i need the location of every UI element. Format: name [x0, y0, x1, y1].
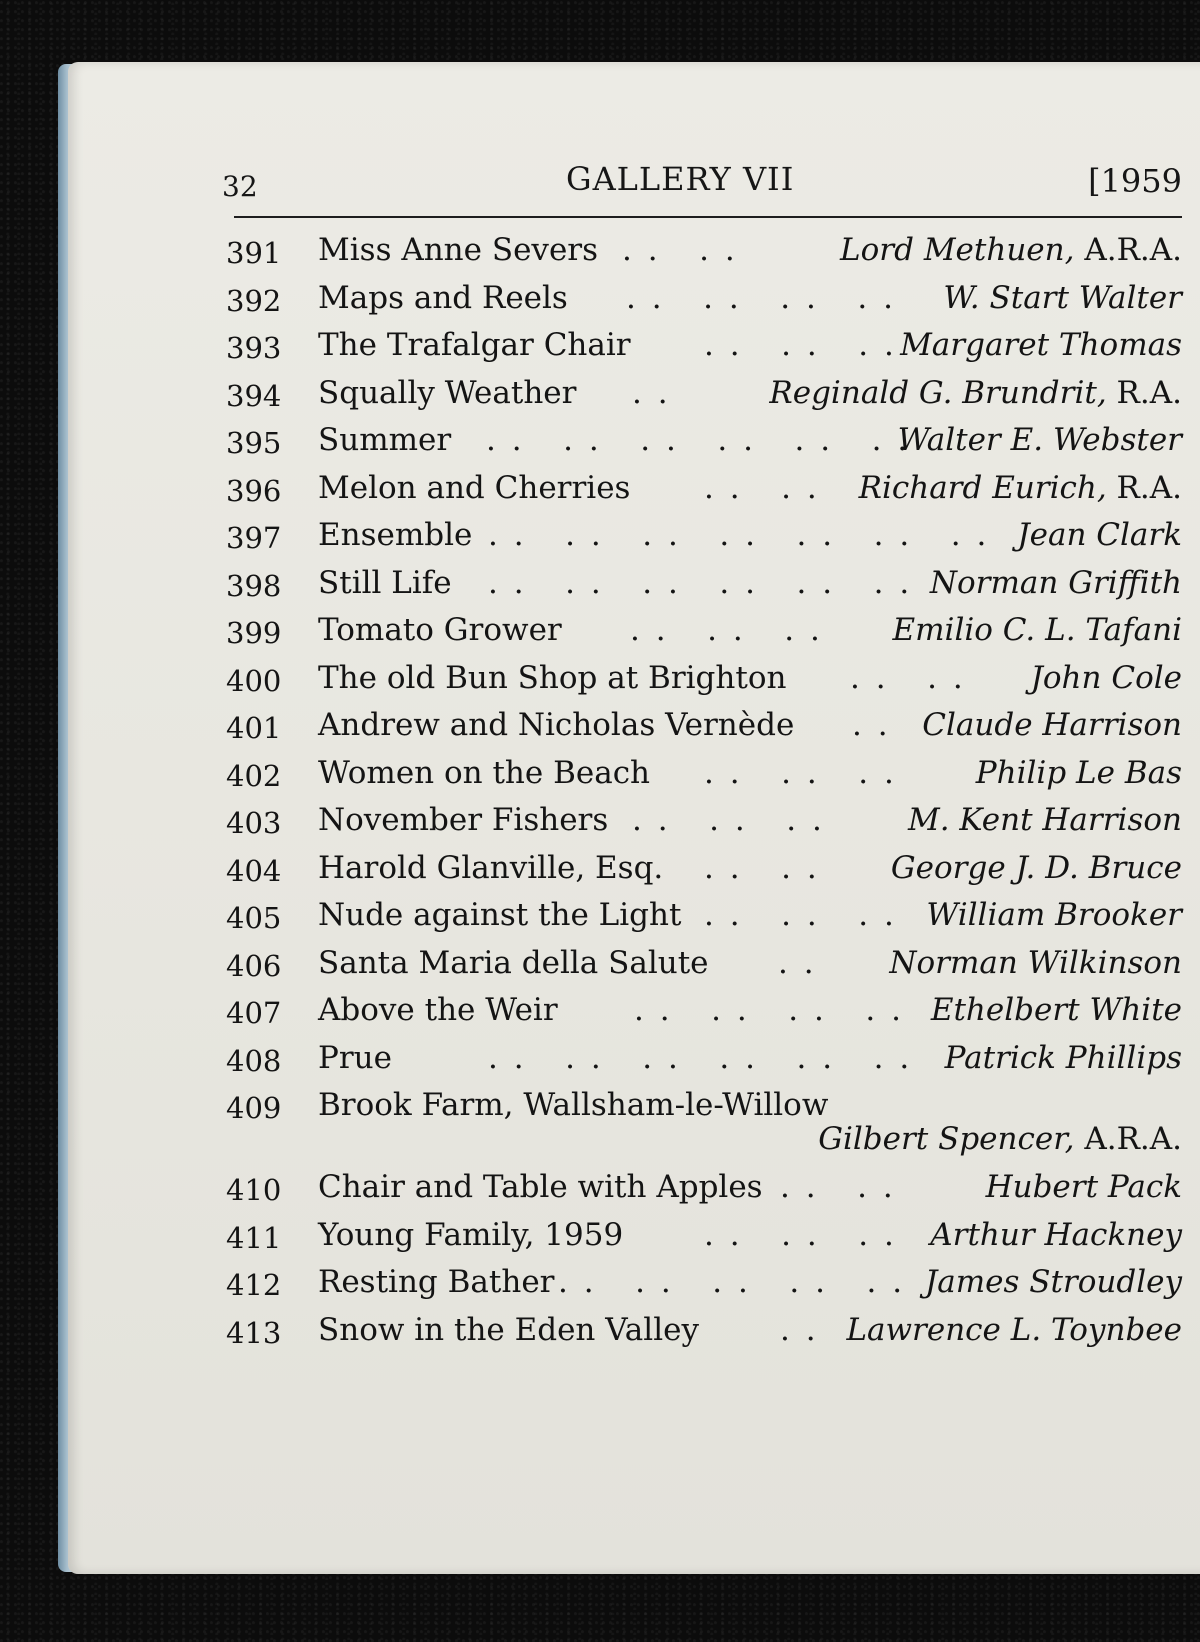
leader-dots: . . . . . . . . . . . . [486, 422, 911, 458]
leader-dots: . . . . . . . . . . . . [488, 564, 913, 601]
catalogue-entry [0, 658, 1200, 706]
artist-honor: R.A. [1106, 469, 1182, 506]
entry-number: 399 [226, 616, 282, 650]
gallery-title: GALLERY VII [566, 160, 795, 198]
entry-title: Ensemble [318, 517, 473, 553]
entry-artist [976, 755, 1182, 791]
entry-title: Santa Maria della Salute [318, 944, 709, 981]
entry-artist [893, 612, 1183, 648]
leader-dots: . . . . [622, 232, 738, 268]
entry-number: 406 [226, 948, 282, 983]
entry-artist [925, 1264, 1182, 1300]
artist-name: Hubert Pack [985, 1169, 1182, 1205]
entry-number: 393 [226, 331, 282, 365]
leader-dots: . . . . . . . . . . [558, 1264, 906, 1300]
entry-artist [889, 945, 1182, 981]
entry-title: Squally Weather [318, 374, 577, 411]
leader-dots: . . . . [850, 659, 966, 696]
artist-name: William Brooker [926, 897, 1182, 933]
entry-artist [818, 1121, 1182, 1157]
leader-dots: . . . . . . [632, 802, 825, 838]
artist-name: Walter E. Webster [897, 422, 1182, 458]
entry-title: Melon and Cherries [318, 469, 631, 506]
entry-number: 395 [226, 426, 282, 460]
entry-artist [986, 1169, 1182, 1205]
catalogue-entry [0, 895, 1200, 943]
entry-number: 402 [226, 758, 282, 793]
catalogue-entry [0, 848, 1200, 896]
entry-number: 407 [226, 996, 282, 1030]
entry-artist [1030, 660, 1182, 696]
artist-name: Ethelbert White [930, 992, 1182, 1028]
leader-dots: . . . . . . . . [626, 279, 896, 316]
entry-artist [930, 565, 1182, 601]
entry-number: 400 [226, 663, 282, 698]
catalogue-entry [0, 800, 1200, 848]
catalogue-entry [0, 278, 1200, 326]
catalogue-entry [0, 373, 1200, 421]
catalogue-entry [0, 1167, 1200, 1215]
entry-title: Women on the Beach [318, 754, 651, 791]
artist-name: Jean Clark [1017, 517, 1182, 553]
catalogue-entry [0, 420, 1200, 468]
entry-title: November Fishers [318, 802, 609, 838]
catalogue-entry [0, 325, 1200, 373]
entry-title: Snow in the Eden Valley [318, 1311, 699, 1348]
entry-title: Prue [318, 1039, 392, 1076]
leader-dots: . . . . . . . . . . . . [488, 1039, 913, 1076]
artist-name: Lawrence L. Toynbee [846, 1311, 1182, 1348]
artist-name: Emilio C. L. Tafani [892, 612, 1182, 648]
entry-number: 408 [226, 1043, 282, 1078]
artist-honor: R.A. [1106, 374, 1182, 411]
entry-title: Chair and Table with Apples [318, 1169, 763, 1205]
catalogue-entry [0, 1215, 1200, 1263]
artist-honor: A.R.A. [1074, 232, 1182, 268]
page-number: 32 [222, 170, 258, 203]
artist-name: Arthur Hackney [930, 1216, 1182, 1253]
catalogue-entry [0, 610, 1200, 658]
leader-dots: . . . . . . [704, 897, 897, 933]
artist-honor: A.R.A. [1074, 1121, 1182, 1157]
entry-number: 392 [226, 283, 282, 318]
entry-number: 411 [226, 1220, 282, 1255]
leader-dots: . . . . . . . . [634, 992, 904, 1028]
leader-dots: . . [632, 374, 671, 411]
entry-artist [926, 897, 1182, 933]
artist-name: M. Kent Harrison [907, 802, 1182, 838]
catalogue-entry [0, 563, 1200, 611]
entry-number: 391 [226, 236, 282, 270]
catalogue-entry [0, 515, 1200, 563]
entry-artist [846, 1312, 1182, 1348]
artist-name: Richard Eurich, [858, 469, 1107, 506]
entry-number: 404 [226, 853, 282, 888]
leader-dots: . . . . . . [704, 1216, 897, 1253]
artist-name: Patrick Phillips [944, 1039, 1182, 1076]
entry-title: Above the Weir [318, 992, 558, 1028]
entry-artist [900, 327, 1182, 363]
catalogue-entry [0, 1310, 1200, 1358]
leader-dots: . . . . . . . . . . . . . . [488, 517, 990, 553]
artist-name: Norman Griffith [929, 564, 1182, 601]
leader-dots: . . . . [704, 469, 820, 506]
entry-artist [898, 422, 1182, 458]
entry-artist [943, 280, 1182, 316]
entry-number: 394 [226, 378, 282, 413]
entry-artist [1017, 517, 1182, 553]
leader-dots: . . . . . . [630, 612, 823, 648]
entry-number: 401 [226, 711, 282, 745]
catalogue-entry [0, 753, 1200, 801]
header-rule [234, 216, 1182, 218]
leader-dots: . . [778, 944, 817, 981]
catalogue-entry [0, 990, 1200, 1038]
catalogue-entry [0, 943, 1200, 991]
catalogue-entry [0, 468, 1200, 516]
entry-number: 396 [226, 473, 282, 508]
entry-artist [769, 375, 1182, 411]
entry-artist [922, 707, 1182, 743]
entry-number: 397 [226, 521, 282, 555]
entry-title: Still Life [318, 564, 452, 601]
entry-title: Nude against the Light [318, 897, 682, 933]
entry-title: Resting Bather [318, 1264, 555, 1300]
catalogue-entry [0, 1085, 1200, 1167]
entry-title: Tomato Grower [318, 612, 562, 648]
artist-name: Lord Methuen, [840, 232, 1075, 268]
page-header [0, 160, 1200, 206]
entry-artist [930, 1217, 1182, 1253]
entry-title: Miss Anne Severs [318, 232, 599, 268]
catalogue-entry [0, 705, 1200, 753]
leader-dots: . . . . . . [704, 327, 897, 363]
artist-name: Gilbert Spencer, [818, 1121, 1075, 1157]
entry-title: Brook Farm, Wallsham-le-Willow [318, 1087, 829, 1123]
leader-dots: . . . . [780, 1169, 896, 1205]
entry-title: Andrew and Nicholas Vernède [318, 707, 795, 743]
entry-artist [931, 992, 1182, 1028]
leader-dots: . . [852, 707, 891, 743]
entry-artist [891, 850, 1182, 886]
entry-artist [945, 1040, 1182, 1076]
entry-artist [908, 802, 1182, 838]
entry-title: The old Bun Shop at Brighton [318, 659, 787, 696]
leader-dots: . . . . . . [704, 754, 897, 791]
leader-dots: . . [780, 1311, 819, 1348]
entry-title: Summer [318, 422, 452, 458]
artist-name: Claude Harrison [922, 707, 1182, 743]
catalogue-entry [0, 1038, 1200, 1086]
entry-number: 412 [226, 1268, 282, 1302]
entry-title: The Trafalgar Chair [318, 327, 631, 363]
entry-title: Maps and Reels [318, 279, 568, 316]
artist-name: W. Start Walter [943, 279, 1182, 316]
artist-name: George J. D. Bruce [890, 849, 1182, 886]
entry-number: 405 [226, 901, 282, 935]
entry-artist [840, 232, 1182, 268]
entry-number: 403 [226, 806, 282, 840]
catalogue-entry [0, 230, 1200, 278]
artist-name: Norman Wilkinson [889, 944, 1182, 981]
artist-name: Reginald G. Brundrit, [769, 374, 1107, 411]
entry-number: 409 [226, 1091, 282, 1125]
artist-name: Philip Le Bas [975, 754, 1182, 791]
entry-number: 398 [226, 568, 282, 603]
entries-list [0, 230, 1200, 1357]
artist-name: James Stroudley [924, 1264, 1182, 1300]
entry-title: Harold Glanville, Esq. [318, 849, 664, 886]
entry-number: 410 [226, 1173, 282, 1207]
leader-dots: . . . . [704, 849, 820, 886]
artist-name: John Cole [1030, 659, 1182, 696]
entry-artist [859, 470, 1182, 506]
artist-name: Margaret Thomas [900, 327, 1182, 363]
year-mark: [1959 [1088, 162, 1182, 200]
catalogue-entry [0, 1262, 1200, 1310]
entry-number: 413 [226, 1315, 282, 1350]
entry-title: Young Family, 1959 [318, 1216, 624, 1253]
